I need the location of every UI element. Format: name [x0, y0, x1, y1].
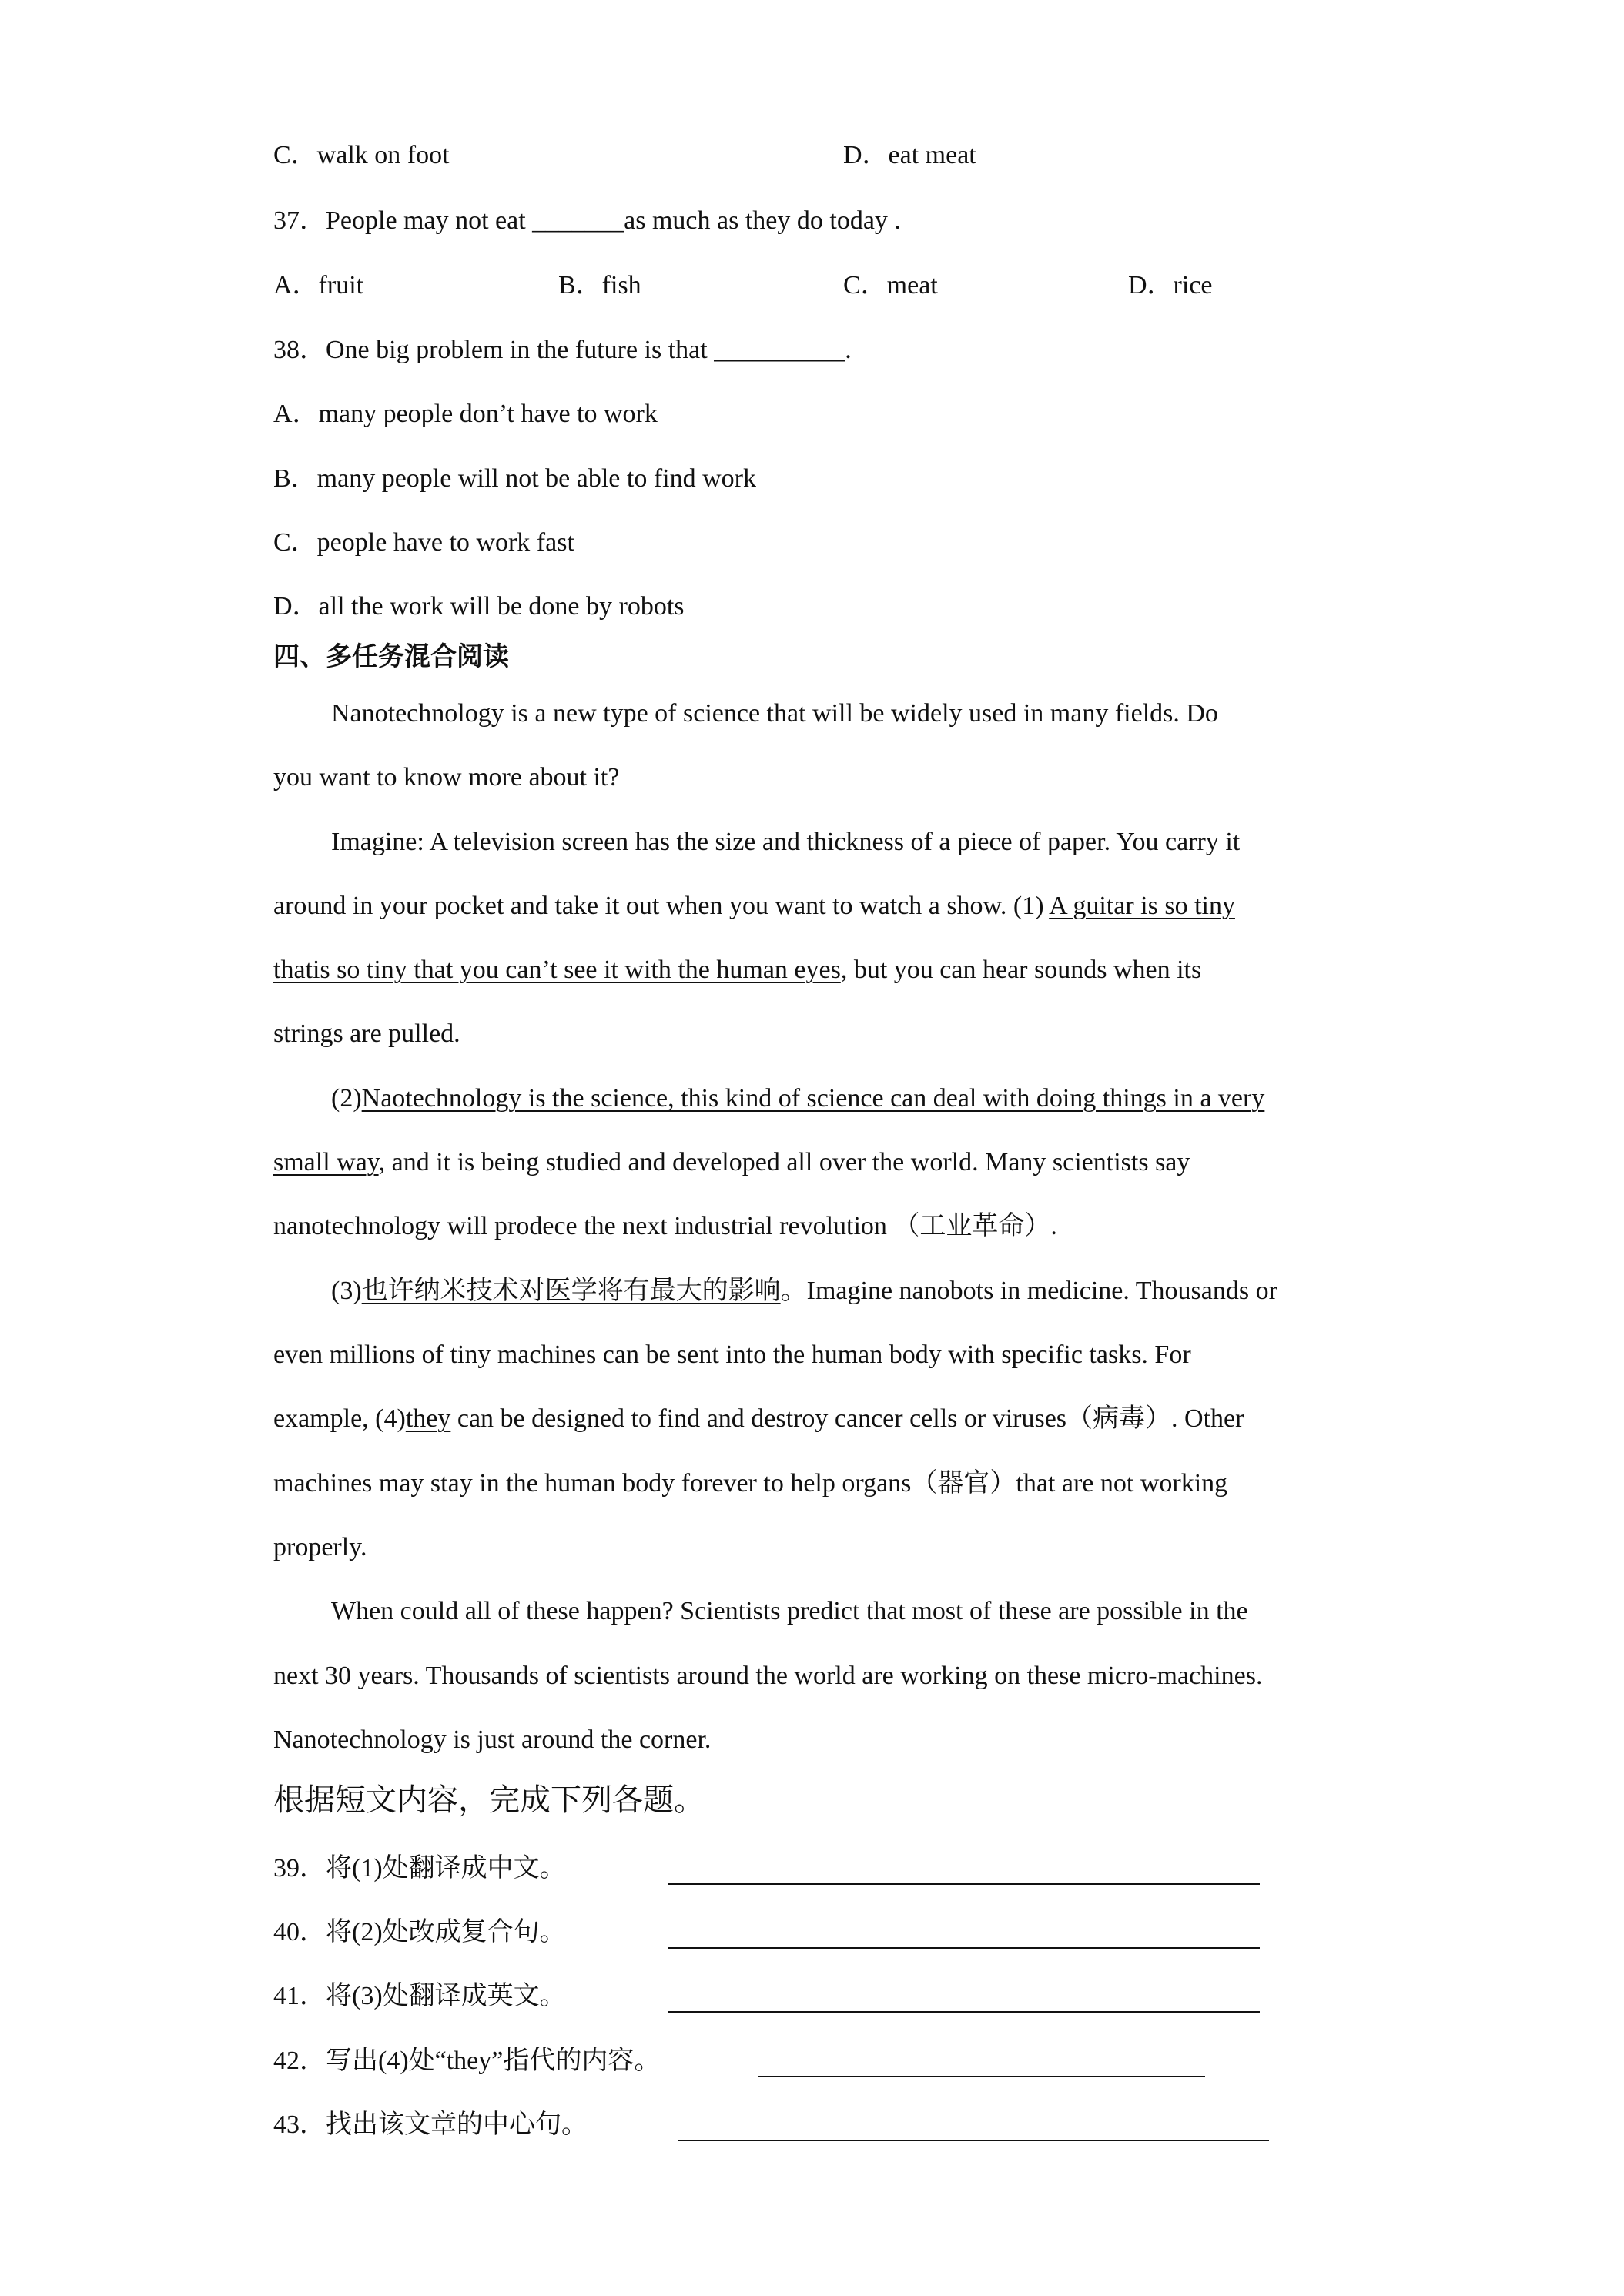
passage-p2-line2 — [273, 889, 1235, 923]
answer-blank-41[interactable] — [668, 2011, 1260, 2013]
task-39: 39．将(1)处翻译成中文。 — [273, 1854, 566, 1883]
underlined-sentence-3: 也许纳米技术对医学将有最大的影响 — [361, 1277, 781, 1305]
passage-p5-line1: When could all of these happen? Scientists predict that most of these are possible in the — [331, 1597, 1248, 1625]
passage-p2-line1: Imagine: A television screen has the size and thickness of a piece of paper. You carry it — [331, 828, 1241, 856]
underlined-word-they: they — [405, 1404, 451, 1433]
passage-p2-line2-text: around in your pocket and take it out when you want to watch a show. (1) — [273, 892, 1050, 920]
passage-p1-line1: Nanotechnology is a new type of science that will be widely used in many fields. Do — [331, 699, 1218, 728]
underlined-sentence-2-start: Naotechnology is the science, this kind of science can deal with doing things in a very — [361, 1084, 1265, 1113]
q38-stem: 38．One big problem in the future is that __________. — [273, 336, 852, 364]
q38-option-c: C．people have to work fast — [273, 528, 574, 557]
passage-p4-line3-start: example, (4) — [273, 1404, 406, 1433]
underlined-sentence-1-start: A guitar is so tiny — [1049, 892, 1235, 920]
q38-option-b: B．many people will not be able to find work — [273, 464, 756, 493]
q37-option-b: B．fish — [558, 271, 641, 300]
q37-option-a: A．fruit — [273, 271, 364, 300]
passage-p3-line1 — [331, 1082, 1264, 1116]
underlined-sentence-1-end: thatis so tiny that you can’t see it with the human eyes — [273, 956, 841, 984]
passage-p5-line2: next 30 years. Thousands of scientists around the world are working on these micro-machines. — [273, 1662, 1263, 1690]
passage-p3-line2 — [273, 1146, 1190, 1180]
q37-option-d: D．rice — [1128, 271, 1213, 300]
answer-blank-43[interactable] — [678, 2140, 1269, 2141]
q38-option-a: A．many people don’t have to work — [273, 400, 658, 428]
passage-p3-line3: nanotechnology will prodece the next industrial revolution （工业革命）. — [273, 1212, 1057, 1240]
answer-blank-42[interactable] — [758, 2076, 1205, 2077]
task-41: 41．将(3)处翻译成英文。 — [273, 1982, 566, 2010]
answer-blank-39[interactable] — [668, 1883, 1260, 1885]
answer-blank-40[interactable] — [668, 1947, 1260, 1949]
task-43: 43．找出该文章的中心句。 — [273, 2110, 588, 2139]
q37-stem: 37．People may not eat _______as much as they do today . — [273, 206, 901, 235]
passage-p4-line3-end: can be designed to find and destroy cancer cells or viruses（病毒）. Other — [450, 1404, 1244, 1433]
passage-p5-line3: Nanotechnology is just around the corner. — [273, 1725, 712, 1754]
q38-option-d: D．all the work will be done by robots — [273, 592, 685, 621]
passage-p2-line3 — [273, 953, 1201, 987]
passage-p1-line2: you want to know more about it? — [273, 763, 620, 792]
passage-p4-line1-text: 。Imagine nanobots in medicine. Thousands or — [780, 1277, 1277, 1305]
underlined-sentence-2-end: small way — [273, 1148, 379, 1176]
marker-2: (2) — [331, 1084, 362, 1113]
marker-3: (3) — [331, 1277, 362, 1305]
passage-p4-line4: machines may stay in the human body forever to help organs（器官）that are not working — [273, 1469, 1228, 1498]
q36-option-c: C．walk on foot — [273, 141, 450, 169]
q37-option-c: C．meat — [843, 271, 938, 300]
task-42: 42．写出(4)处“they”指代的内容。 — [273, 2047, 661, 2075]
passage-p3-line2-text: , and it is being studied and developed all over the world. Many scientists say — [378, 1148, 1190, 1176]
passage-p4-line5: properly. — [273, 1533, 367, 1561]
task-40: 40．将(2)处改成复合句。 — [273, 1918, 566, 1946]
task-instruction: 根据短文内容，完成下列各题。 — [273, 1782, 705, 1817]
passage-p4-line1 — [331, 1274, 1277, 1308]
passage-p2-line4: strings are pulled. — [273, 1019, 460, 1048]
passage-p2-line3-text: , but you can hear sounds when its — [840, 956, 1202, 984]
passage-p4-line3 — [273, 1402, 1244, 1436]
q36-option-d: D．eat meat — [843, 141, 976, 169]
passage-p4-line2: even millions of tiny machines can be sent into the human body with specific tasks. For — [273, 1340, 1191, 1369]
section-heading: 四、多任务混合阅读 — [273, 643, 509, 671]
